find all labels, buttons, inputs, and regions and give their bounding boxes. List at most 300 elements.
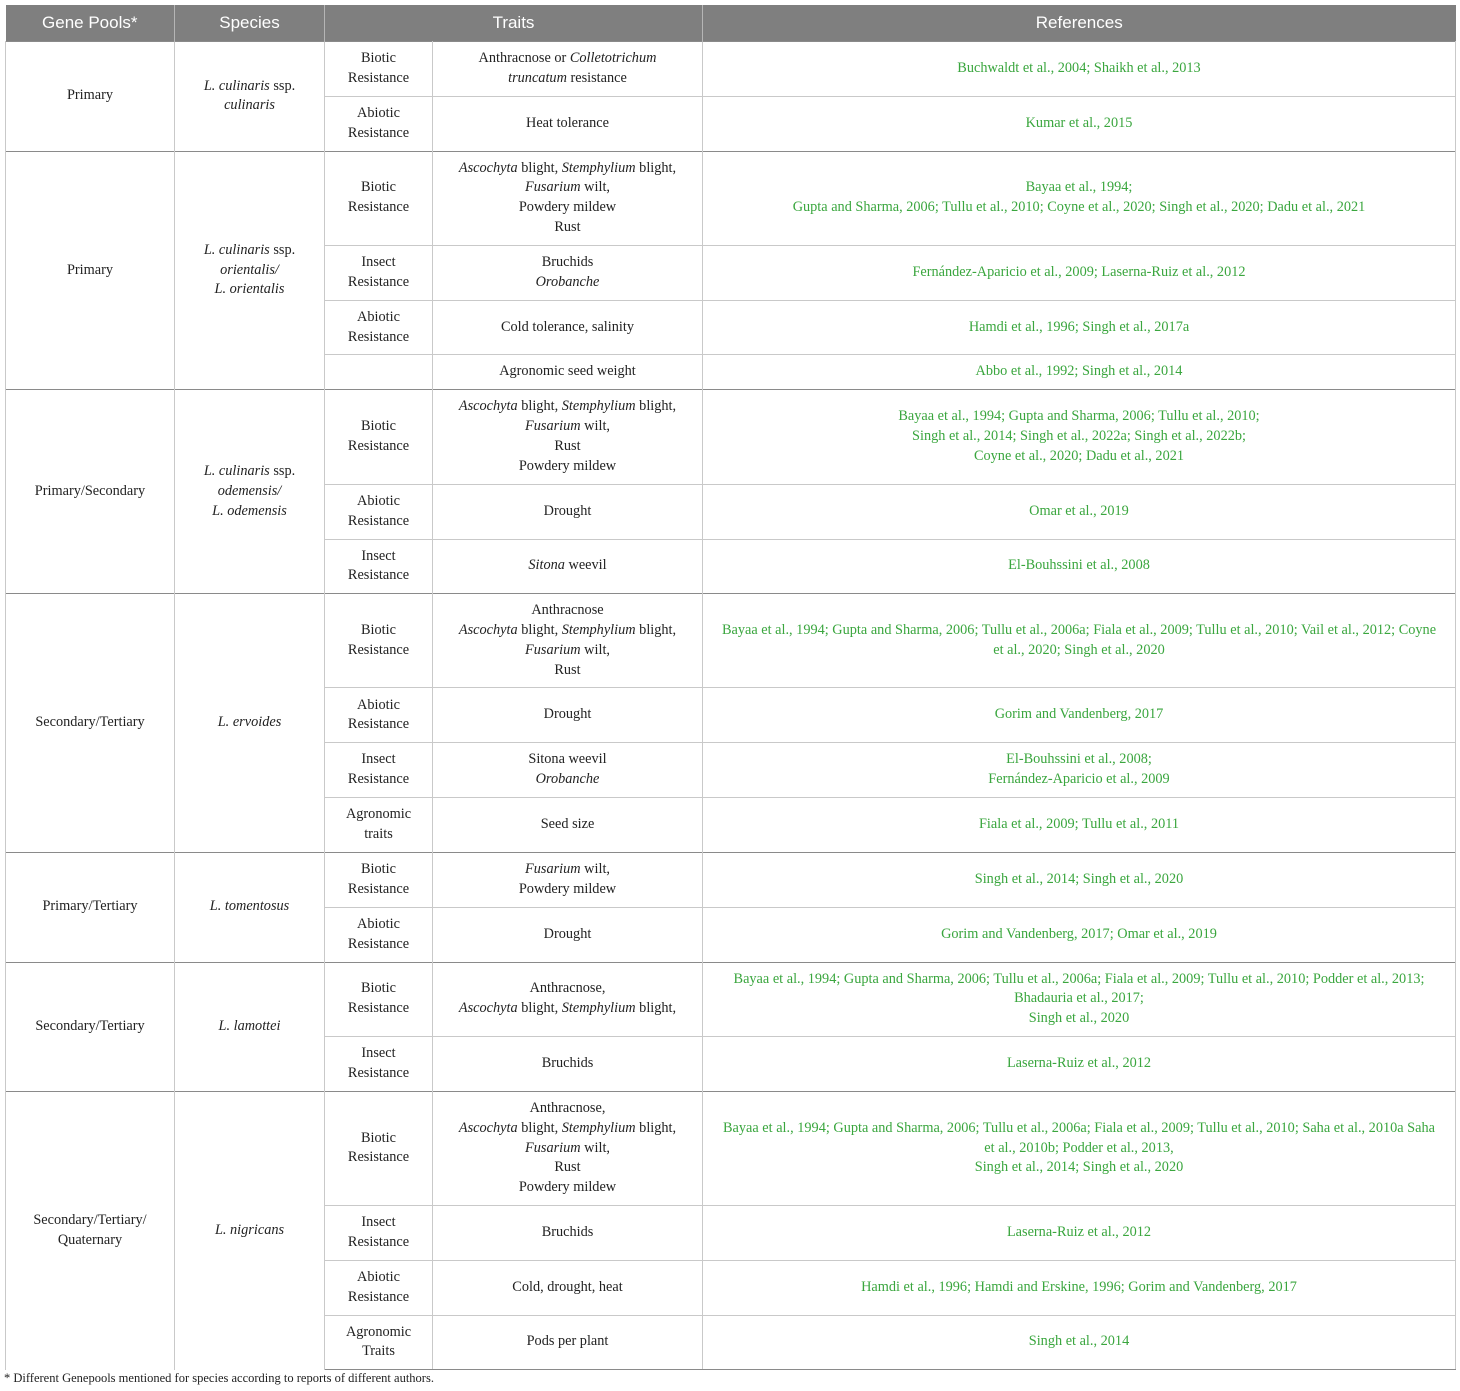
text-line: [333, 715, 424, 735]
references-cell: [703, 688, 1456, 743]
text-line: [183, 462, 316, 482]
text-run: Seed size: [540, 816, 595, 833]
text-line: [333, 253, 424, 273]
text-run: Singh et al., 2014; Singh et al., 2020: [974, 870, 1184, 887]
text-run: Stemphylium: [561, 159, 636, 176]
text-line: [441, 621, 694, 641]
text-run: Resistance: [347, 1288, 410, 1305]
gene-pool-cell: Secondary/Tertiary/ Quaternary: [6, 1091, 175, 1369]
text-run: Biotic: [361, 621, 396, 638]
trait-cell: [433, 797, 703, 852]
text-line: [713, 556, 1445, 576]
text-line: [333, 49, 424, 69]
trait-category-cell: [325, 1260, 433, 1315]
text-run: Agronomic: [345, 1323, 412, 1340]
text-run: Drought: [543, 502, 592, 519]
trait-category-cell: [325, 1036, 433, 1091]
text-run: Abiotic: [357, 696, 400, 713]
text-run: culinaris: [224, 97, 275, 114]
text-run: Coyne et al., 2020; Dadu et al., 2021: [973, 447, 1185, 464]
table-footnote: * Different Genepools mentioned for species according to reports of different authors.: [4, 1371, 434, 1385]
trait-category-cell: [325, 42, 433, 97]
text-run: Orobanche: [535, 273, 600, 290]
text-line: [183, 1017, 316, 1037]
text-line: [441, 750, 694, 770]
text-line: [441, 1054, 694, 1074]
text-run: Gorim and Vandenberg, 2017; Omar et al., 2019: [941, 925, 1217, 942]
text-run: Agronomic seed weight: [499, 363, 636, 380]
text-line: [441, 273, 694, 293]
text-run: L. odemensis: [212, 502, 287, 519]
text-line: [333, 1129, 424, 1149]
text-run: Rust: [554, 218, 581, 235]
table-row: [6, 1091, 1456, 1205]
text-run: Powdery mildew: [518, 457, 617, 474]
gene-pool-cell: Primary: [6, 42, 175, 152]
text-run: L. orientalis: [214, 281, 285, 298]
text-line: [713, 1009, 1445, 1029]
text-run: Insect: [361, 751, 396, 768]
text-run: odemensis/: [217, 482, 282, 499]
trait-cell: [433, 355, 703, 390]
text-line: [333, 770, 424, 790]
text-run: et al., 2020; Singh et al., 2020: [993, 641, 1165, 658]
text-line: [441, 1119, 694, 1139]
references-cell: [703, 962, 1456, 1036]
table-row: [6, 852, 1456, 907]
text-run: Stemphylium: [561, 1000, 636, 1017]
text-line: [333, 860, 424, 880]
text-line: [441, 218, 694, 238]
text-line: [333, 1233, 424, 1253]
table-row: [6, 390, 1456, 484]
text-line: [333, 566, 424, 586]
trait-cell: [433, 484, 703, 539]
text-run: blight,: [517, 398, 562, 415]
gene-pool-table: [5, 5, 1456, 1370]
references-cell: [703, 1205, 1456, 1260]
text-run: Cold, drought, heat: [512, 1278, 623, 1295]
text-run: Resistance: [347, 273, 410, 290]
text-line: [333, 750, 424, 770]
text-line: [333, 1342, 424, 1362]
text-run: truncatum: [508, 69, 567, 86]
text-run: resistance: [566, 69, 627, 86]
text-line: [441, 601, 694, 621]
text-run: Cold tolerance, salinity: [500, 318, 634, 335]
trait-cell: [433, 962, 703, 1036]
text-run: Rust: [554, 1159, 581, 1176]
text-line: [333, 69, 424, 89]
text-line: [713, 1332, 1445, 1352]
text-line: [441, 1278, 694, 1298]
text-run: Sitona: [528, 557, 565, 574]
text-run: Biotic: [361, 860, 396, 877]
text-run: Traits: [362, 1343, 395, 1360]
text-line: [441, 318, 694, 338]
text-run: Drought: [543, 706, 592, 723]
trait-cell: [433, 390, 703, 484]
text-run: Hamdi et al., 1996; Hamdi and Erskine, 1996; Gorim and Vandenberg, 2017: [861, 1278, 1297, 1295]
text-line: [333, 621, 424, 641]
text-line: [441, 880, 694, 900]
text-run: Stemphylium: [561, 398, 636, 415]
trait-category-cell: [325, 852, 433, 907]
text-line: [441, 1223, 694, 1243]
text-run: wilt,: [580, 860, 610, 877]
references-cell: [703, 1315, 1456, 1370]
text-run: Ascochyta: [458, 398, 518, 415]
gene-pool-cell: Primary/Secondary: [6, 390, 175, 594]
gene-pool-cell: Secondary/Tertiary: [6, 962, 175, 1091]
text-line: [333, 1323, 424, 1343]
text-run: Bhadauria et al., 2017;: [1014, 990, 1144, 1007]
text-line: [713, 178, 1445, 198]
header-traits: Traits: [325, 5, 703, 42]
trait-category-cell: [325, 907, 433, 962]
text-line: [713, 407, 1445, 427]
text-run: Omar et al., 2019: [1029, 502, 1129, 519]
text-run: ssp.: [269, 77, 296, 94]
trait-category-cell: [325, 1315, 433, 1370]
text-line: [333, 178, 424, 198]
text-line: [333, 999, 424, 1019]
text-run: L. lamottei: [218, 1017, 281, 1034]
text-run: Abiotic: [357, 308, 400, 325]
references-cell: [703, 355, 1456, 390]
text-run: Resistance: [347, 69, 410, 86]
text-run: Powdery mildew: [518, 1179, 617, 1196]
text-run: Ascochyta: [458, 1119, 518, 1136]
text-run: Anthracnose: [531, 602, 604, 619]
text-run: Fusarium: [525, 179, 581, 196]
header-gene-pools: Gene Pools*: [6, 5, 175, 42]
text-run: Bruchids: [541, 1223, 594, 1240]
text-run: Bayaa et al., 1994; Gupta and Sharma, 2006; Tullu et al., 2006a; Fiala et al., 2009; Tullu et al., 2010; Vail et al., 2012; Coyne: [721, 621, 1437, 638]
text-line: [333, 547, 424, 567]
text-run: Resistance: [347, 935, 410, 952]
text-run: Fernández-Aparicio et al., 2009: [988, 771, 1170, 788]
text-line: [441, 770, 694, 790]
text-line: [441, 1158, 694, 1178]
text-line: [713, 641, 1445, 661]
text-line: [183, 241, 316, 261]
references-cell: [703, 390, 1456, 484]
text-run: Orobanche: [535, 771, 600, 788]
text-run: L. culinaris: [203, 241, 270, 258]
text-line: [713, 427, 1445, 447]
text-line: [441, 1099, 694, 1119]
text-line: [333, 1213, 424, 1233]
text-run: Insect: [361, 1213, 396, 1230]
text-line: [183, 261, 316, 281]
references-cell: [703, 1260, 1456, 1315]
text-line: [713, 1054, 1445, 1074]
text-line: [333, 979, 424, 999]
text-run: blight,: [635, 159, 677, 176]
text-line: [713, 815, 1445, 835]
trait-category-cell: [325, 1091, 433, 1205]
text-line: [183, 1221, 316, 1241]
text-run: Ascochyta: [458, 621, 518, 638]
text-line: [441, 178, 694, 198]
gene-pool-cell: Primary/Tertiary: [6, 852, 175, 962]
text-line: [183, 502, 316, 522]
references-cell: [703, 151, 1456, 245]
header-row: [6, 5, 1456, 42]
text-run: L. tomentosus: [209, 898, 290, 915]
text-line: [333, 1148, 424, 1168]
text-line: [713, 1278, 1445, 1298]
text-run: ssp.: [269, 241, 296, 258]
trait-cell: [433, 1205, 703, 1260]
text-line: [713, 621, 1445, 641]
references-cell: [703, 797, 1456, 852]
text-run: wilt,: [580, 641, 610, 658]
text-run: Resistance: [347, 1233, 410, 1250]
trait-cell: [433, 907, 703, 962]
text-line: [713, 502, 1445, 522]
text-line: [441, 437, 694, 457]
text-run: Abiotic: [357, 915, 400, 932]
text-run: Singh et al., 2014: [1028, 1333, 1130, 1350]
text-run: Rust: [554, 437, 581, 454]
text-run: wilt,: [580, 179, 610, 196]
text-run: Resistance: [347, 567, 410, 584]
text-run: Resistance: [347, 1000, 410, 1017]
references-cell: [703, 1091, 1456, 1205]
text-run: Singh et al., 2014; Singh et al., 2022a; Singh et al., 2022b;: [912, 428, 1246, 445]
trait-cell: [433, 852, 703, 907]
text-run: L. culinaris: [203, 77, 270, 94]
species-cell: [175, 151, 325, 390]
text-run: Singh et al., 2014; Singh et al., 2020: [974, 1159, 1184, 1176]
trait-category-cell: [325, 151, 433, 245]
text-line: [713, 1119, 1445, 1139]
text-line: [183, 713, 316, 733]
text-run: Resistance: [347, 716, 410, 733]
text-run: El-Bouhssini et al., 2008: [1008, 557, 1150, 574]
text-line: [713, 114, 1445, 134]
text-run: Bayaa et al., 1994; Gupta and Sharma, 2006; Tullu et al., 2006a; Fiala et al., 2009; Tullu et al., 2010; Saha et al., 2010a Saha: [723, 1119, 1435, 1136]
trait-cell: [433, 245, 703, 300]
trait-cell: [433, 1036, 703, 1091]
text-line: [441, 362, 694, 382]
text-line: [333, 512, 424, 532]
text-run: Ascochyta: [458, 1000, 518, 1017]
text-run: Rust: [554, 661, 581, 678]
text-run: Resistance: [347, 1064, 410, 1081]
trait-cell: [433, 42, 703, 97]
text-run: Bayaa et al., 1994; Gupta and Sharma, 2006; Tullu et al., 2006a; Fiala et al., 2009; Tullu et al., 2010; Podder et al., 2013;: [733, 970, 1425, 987]
text-line: [333, 104, 424, 124]
references-cell: [703, 245, 1456, 300]
references-cell: [703, 743, 1456, 798]
text-run: L. nigricans: [214, 1221, 285, 1238]
text-run: Stemphylium: [561, 1119, 636, 1136]
text-run: Resistance: [347, 124, 410, 141]
text-run: blight,: [517, 1119, 562, 1136]
text-run: Bayaa et al., 1994;: [1025, 179, 1133, 196]
text-run: Biotic: [361, 418, 396, 435]
text-line: [333, 124, 424, 144]
trait-cell: [433, 1315, 703, 1370]
gene-pool-cell: Secondary/Tertiary: [6, 594, 175, 853]
table-row: [6, 42, 1456, 97]
text-line: [333, 273, 424, 293]
text-line: [441, 114, 694, 134]
trait-cell: [433, 743, 703, 798]
text-run: Bruchids: [541, 253, 594, 270]
text-run: blight,: [635, 1000, 677, 1017]
text-run: Abiotic: [357, 1268, 400, 1285]
trait-cell: [433, 594, 703, 688]
text-line: [713, 989, 1445, 1009]
text-run: Resistance: [347, 199, 410, 216]
text-line: [713, 318, 1445, 338]
text-run: orientalis/: [220, 261, 279, 278]
species-cell: [175, 594, 325, 853]
text-run: blight,: [635, 1119, 677, 1136]
text-run: Gupta and Sharma, 2006; Tullu et al., 2010; Coyne et al., 2020; Singh et al., 2020; Dadu et al., 2021: [792, 199, 1366, 216]
text-run: ssp.: [269, 463, 296, 480]
text-line: [441, 641, 694, 661]
text-line: [713, 263, 1445, 283]
text-line: [441, 815, 694, 835]
trait-category-cell: [325, 300, 433, 355]
text-line: [441, 69, 694, 89]
references-cell: [703, 852, 1456, 907]
text-line: [441, 661, 694, 681]
references-cell: [703, 484, 1456, 539]
text-line: [441, 502, 694, 522]
text-run: Heat tolerance: [526, 114, 609, 131]
trait-category-cell: [325, 539, 433, 594]
text-line: [713, 362, 1445, 382]
text-line: [713, 1158, 1445, 1178]
text-line: [441, 1178, 694, 1198]
text-run: Fusarium: [525, 1139, 581, 1156]
text-run: Insect: [361, 253, 396, 270]
trait-cell: [433, 151, 703, 245]
gene-pool-cell: Primary: [6, 151, 175, 390]
text-run: Anthracnose,: [529, 980, 606, 997]
text-run: Powdery mildew: [518, 880, 617, 897]
text-line: [333, 437, 424, 457]
text-line: [713, 1223, 1445, 1243]
text-line: [713, 970, 1445, 990]
species-cell: [175, 962, 325, 1091]
text-run: blight,: [517, 621, 562, 638]
text-line: [183, 77, 316, 97]
trait-cell: [433, 1091, 703, 1205]
text-line: [713, 447, 1445, 467]
text-run: traits: [364, 825, 393, 842]
trait-category-cell: [325, 355, 433, 390]
text-run: Abiotic: [357, 492, 400, 509]
text-run: weevil: [564, 557, 607, 574]
text-run: Fiala et al., 2009; Tullu et al., 2011: [978, 816, 1180, 833]
text-run: Insect: [361, 1045, 396, 1062]
text-run: Resistance: [347, 1149, 410, 1166]
text-run: Resistance: [347, 512, 410, 529]
text-line: [441, 49, 694, 69]
text-line: [713, 870, 1445, 890]
text-line: [333, 198, 424, 218]
text-run: Bruchids: [541, 1055, 594, 1072]
text-run: Fusarium: [525, 860, 581, 877]
text-run: Stemphylium: [561, 621, 636, 638]
text-run: blight,: [517, 1000, 562, 1017]
references-cell: [703, 594, 1456, 688]
text-line: [713, 198, 1445, 218]
text-run: Gorim and Vandenberg, 2017: [994, 706, 1164, 723]
text-line: [333, 1044, 424, 1064]
text-line: [713, 750, 1445, 770]
trait-category-cell: [325, 96, 433, 151]
species-cell: [175, 42, 325, 152]
text-run: El-Bouhssini et al., 2008;: [1006, 751, 1152, 768]
text-run: Fernández-Aparicio et al., 2009; Laserna-Ruiz et al., 2012: [912, 263, 1246, 280]
text-run: blight,: [517, 159, 562, 176]
references-cell: [703, 539, 1456, 594]
text-line: [441, 397, 694, 417]
table-row: [6, 962, 1456, 1036]
text-run: L. culinaris: [203, 463, 270, 480]
references-cell: [703, 42, 1456, 97]
species-cell: [175, 1091, 325, 1369]
text-run: Laserna-Ruiz et al., 2012: [1006, 1223, 1152, 1240]
text-line: [441, 198, 694, 218]
text-run: Abbo et al., 1992; Singh et al., 2014: [975, 363, 1183, 380]
trait-category-cell: [325, 962, 433, 1036]
references-cell: [703, 300, 1456, 355]
text-line: [333, 915, 424, 935]
text-line: [441, 253, 694, 273]
text-run: Buchwaldt et al., 2004; Shaikh et al., 2013: [957, 59, 1201, 76]
species-cell: [175, 390, 325, 594]
text-line: [183, 280, 316, 300]
text-run: blight,: [635, 398, 677, 415]
trait-category-cell: [325, 688, 433, 743]
text-run: Bayaa et al., 1994; Gupta and Sharma, 2006; Tullu et al., 2010;: [898, 408, 1260, 425]
text-run: Fusarium: [525, 641, 581, 658]
text-run: wilt,: [580, 418, 610, 435]
text-run: Abiotic: [357, 104, 400, 121]
text-line: [333, 805, 424, 825]
text-line: [713, 59, 1445, 79]
text-run: wilt,: [580, 1139, 610, 1156]
text-run: L. ervoides: [217, 714, 282, 731]
references-cell: [703, 96, 1456, 151]
text-run: Resistance: [347, 880, 410, 897]
text-run: Laserna-Ruiz et al., 2012: [1006, 1055, 1152, 1072]
text-line: [441, 556, 694, 576]
trait-cell: [433, 539, 703, 594]
text-run: Anthracnose,: [529, 1099, 606, 1116]
trait-category-cell: [325, 743, 433, 798]
text-line: [333, 1288, 424, 1308]
references-cell: [703, 907, 1456, 962]
header-references: References: [703, 5, 1456, 42]
text-line: [441, 159, 694, 179]
text-run: Kumar et al., 2015: [1025, 114, 1133, 131]
text-run: Biotic: [361, 1129, 396, 1146]
table-row: [6, 151, 1456, 245]
text-line: [333, 308, 424, 328]
text-run: Colletotrichum: [569, 50, 657, 66]
text-line: [183, 96, 316, 116]
